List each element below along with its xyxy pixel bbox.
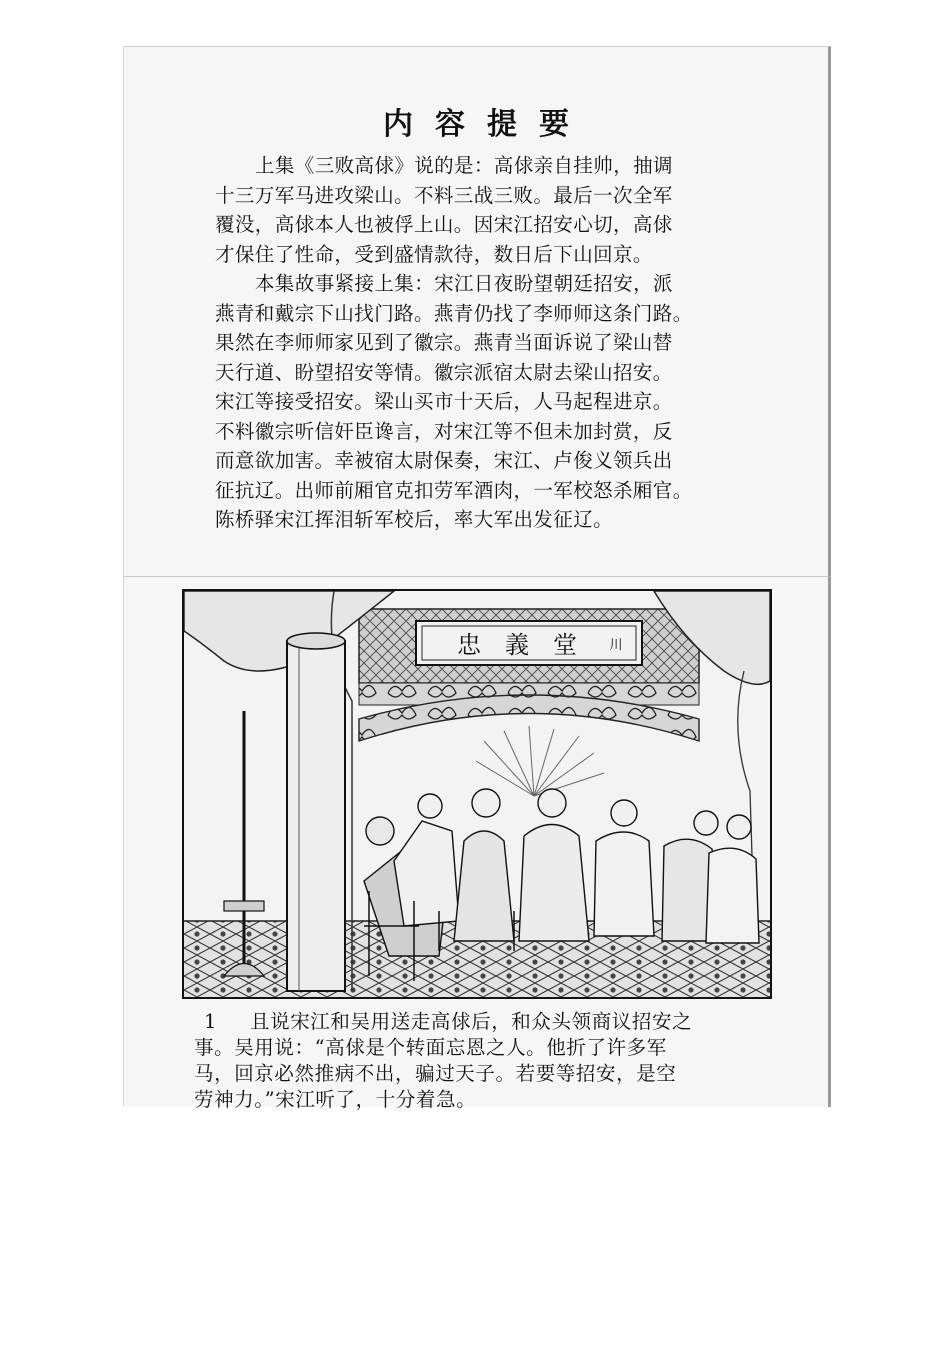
- hall-sign: 忠義堂: [457, 631, 601, 659]
- summary-line: 宋江等接受招安。梁山买市十天后，人马起程进京。: [215, 390, 673, 413]
- summary-page: [123, 46, 831, 577]
- hall-illustration: [182, 589, 772, 999]
- hall-sign-seal: 川: [609, 638, 623, 653]
- summary-title: 内容提要: [383, 107, 591, 142]
- caption-number: 1: [204, 1010, 218, 1033]
- summary-line: 十三万军马进攻梁山。不料三战三败。最后一次全军: [215, 183, 673, 207]
- caption-line-text: 且说宋江和吴用送走高俅后，和众头领商议招安之: [250, 1010, 693, 1033]
- illustrated-page: [123, 576, 831, 1111]
- summary-line: 覆没，高俅本人也被俘上山。因宋江招安心切，高俅: [215, 213, 673, 236]
- summary-line: 燕青和戴宗下山找门路。燕青仍找了李师师这条门路。: [215, 301, 693, 325]
- summary-line: 而意欲加害。幸被宿太尉保奏，宋江、卢俊义领兵出: [215, 449, 673, 472]
- summary-line: 陈桥驿宋江挥泪斩军校后，率大军出发征辽。: [215, 508, 614, 531]
- caption-line: [194, 1009, 754, 1035]
- caption-line: 劳神力。”宋江听了，十分着急。: [194, 1088, 477, 1111]
- hall-scene-drawing: [184, 591, 770, 997]
- summary-line: 本集故事紧接上集：宋江日夜盼望朝廷招安，派: [255, 272, 673, 295]
- summary-line: 果然在李师师家见到了徽宗。燕青当面诉说了梁山替: [215, 331, 673, 354]
- caption-line: 事。吴用说：“高俅是个转面忘恩之人。他折了许多军: [194, 1036, 667, 1059]
- caption-line: 马，回京必然推病不出，骗过天子。若要等招安，是空: [194, 1062, 677, 1085]
- caption-text: [194, 1009, 754, 1113]
- summary-line: 不料徽宗听信奸臣谗言，对宋江等不但未加封赏，反: [215, 419, 673, 443]
- summary-line: 上集《三败高俅》说的是：高俅亲自挂帅，抽调: [255, 154, 673, 177]
- summary-line: 征抗辽。出师前厢官克扣劳军酒肉，一军校怒杀厢官。: [215, 478, 693, 502]
- summary-line: 天行道、盼望招安等情。徽宗派宿太尉去梁山招安。: [215, 360, 673, 384]
- summary-body: [215, 151, 775, 535]
- summary-line: 才保住了性命，受到盛情款待，数日后下山回京。: [215, 242, 653, 266]
